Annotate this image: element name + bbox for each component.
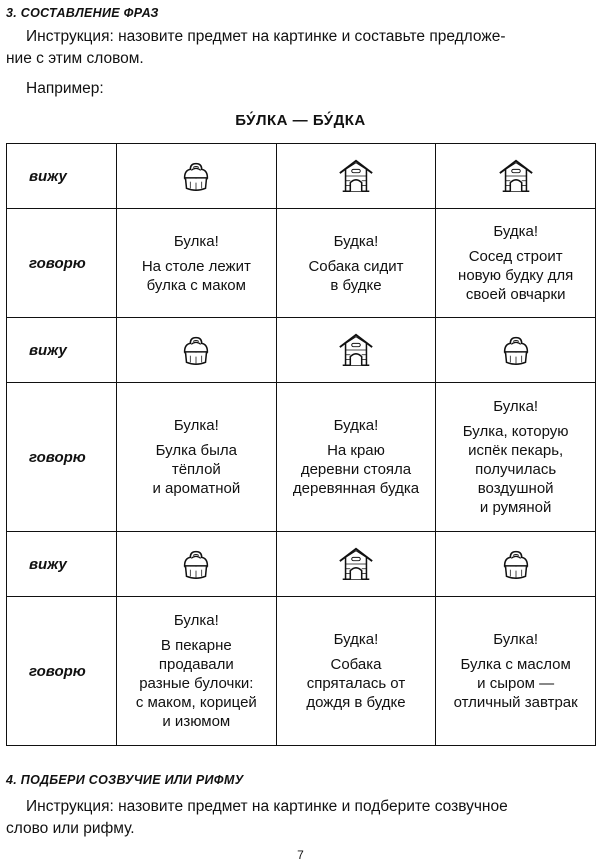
say-row [7, 383, 596, 532]
section-4-instruction-line-1: Инструкция: назовите предмет на картинке и подберите созвучное [26, 798, 508, 815]
example-sentence: Собака спряталась от дождя в будке [306, 656, 406, 711]
phrase-cell [117, 383, 277, 532]
example-label-text: Например: [26, 80, 104, 97]
phrase-cell [276, 597, 436, 746]
exclaim-word: Будка! [333, 631, 379, 648]
instruction-line-1: Инструкция: назовите предмет на картинке и составьте предложе- [26, 28, 506, 45]
see-row [7, 144, 596, 209]
example-sentence: Собака сидит в будке [308, 257, 404, 294]
row-label-say: говорю [7, 209, 117, 318]
example-sentence: Сосед строит новую будку для своей овчарки [458, 248, 574, 303]
exclaim-word: Булка! [173, 612, 219, 629]
section-4-instruction [6, 796, 596, 840]
exclaim-word: Будка! [493, 223, 538, 240]
bun-icon [177, 545, 215, 583]
section-3-instruction [6, 26, 596, 70]
picture-cell [117, 318, 277, 383]
doghouse-icon [337, 157, 375, 195]
row-label-say: говорю [7, 383, 117, 532]
page-number: 7 [297, 848, 304, 862]
phrase-cell [117, 209, 277, 318]
example-sentence: На краю деревни стояла деревянная будка [292, 442, 420, 497]
row-label-see: вижу [7, 144, 117, 209]
phrase-cell [436, 383, 596, 532]
picture-cell [436, 144, 596, 209]
bun-icon [497, 545, 535, 583]
picture-cell [436, 532, 596, 597]
picture-cell [117, 532, 277, 597]
phrase-table [6, 143, 596, 746]
example-sentence: Булка, которую испёк пекарь, получилась воздушной и румяной [462, 423, 569, 516]
phrase-cell [276, 383, 436, 532]
bun-icon [497, 331, 535, 369]
example-sentence: Булка с маслом и сыром — отличный завтрак [453, 656, 578, 711]
picture-cell [276, 318, 436, 383]
phrase-cell [436, 597, 596, 746]
section-4-title: 4. ПОДБЕРИ СОЗВУЧИЕ ИЛИ РИФМУ [6, 773, 244, 787]
say-row [7, 597, 596, 746]
exclaim-word: Булка! [173, 417, 219, 434]
exclaim-word: Булка! [493, 631, 539, 648]
picture-cell [276, 144, 436, 209]
exclaim-word: Булка! [493, 398, 539, 415]
row-label-say: говорю [7, 597, 117, 746]
see-row [7, 532, 596, 597]
doghouse-icon [497, 157, 535, 195]
picture-cell [117, 144, 277, 209]
phrase-cell [276, 209, 436, 318]
section-4-instruction-line-2: слово или рифму. [6, 820, 135, 837]
doghouse-icon [337, 545, 375, 583]
instruction-line-2: ние с этим словом. [6, 50, 144, 67]
see-row [7, 318, 596, 383]
example-title: БУ́ЛКА — БУ́ДКА [235, 112, 366, 129]
bun-icon [177, 157, 215, 195]
row-label-see: вижу [7, 532, 117, 597]
example-sentence: Булка была тёплой и ароматной [152, 442, 241, 497]
picture-cell [276, 532, 436, 597]
exclaim-word: Будка! [333, 232, 379, 250]
phrase-cell [117, 597, 277, 746]
example-label [6, 78, 596, 100]
picture-cell [436, 318, 596, 383]
doghouse-icon [337, 331, 375, 369]
bun-icon [177, 331, 215, 369]
say-row [7, 209, 596, 318]
exclaim-word: Булка! [173, 232, 219, 250]
row-label-see: вижу [7, 318, 117, 383]
example-sentence: На столе лежит булка с маком [141, 257, 251, 294]
example-sentence: В пекарне продавали разные булочки: с маком, корицей и изюмом [135, 637, 257, 730]
phrase-cell [436, 209, 596, 318]
exclaim-word: Будка! [333, 417, 379, 434]
section-3-title: 3. СОСТАВЛЕНИЕ ФРАЗ [6, 6, 159, 20]
